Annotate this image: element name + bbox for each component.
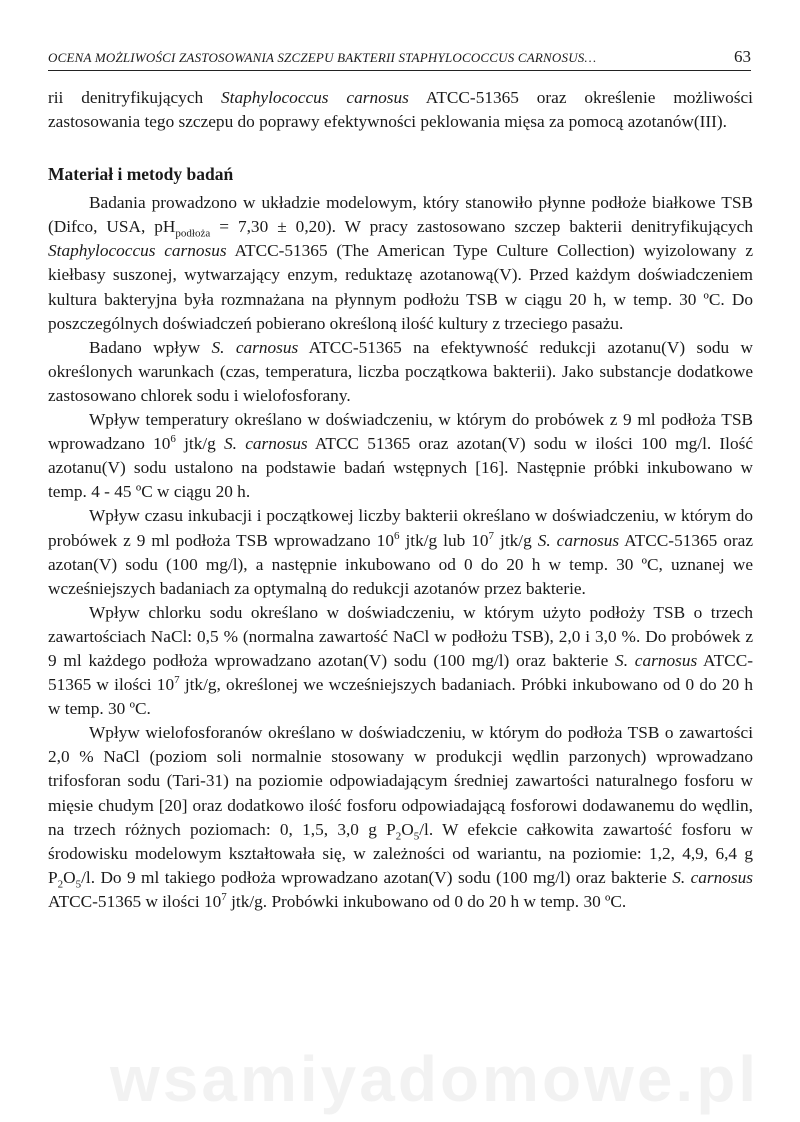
page-number: 63 bbox=[734, 47, 751, 66]
article-body bbox=[48, 86, 753, 914]
paragraph-intro-continuation: rii denitryfikujących Staphylococcus carnosus ATCC-51365 oraz określenie możliwości zastosowania tego szczepu do poprawy efektywności peklowania mięsa za pomocą azotanów(III). bbox=[48, 88, 753, 132]
paragraph-incubation-time: Wpływ czasu inkubacji i początkowej liczby bakterii określano w doświadczeniu, w którym do probówek z 9 ml podłoża TSB wprowadzano $10^6$ jtk/g lub $10^7$ jtk/g S. carnosus ATCC-51365 oraz azotan(V) sodu (100 mg/l), a następnie inkubowano od 0 do 20 h w temp. 30 ºC, uznanej we wcześniejszych badaniach za optymalną do redukcji azotanów przez bakterie. bbox=[48, 506, 754, 598]
section-heading: Materiał i metody badań bbox=[48, 164, 234, 185]
paragraph-model-system: Badania prowadzono w układzie modelowym, który stanowiło płynne podłoże białkowe TSB (Difco, USA, $pH_{podłoża} = 7,30 \pm 0,20$). W pracy zastosowano szczep bakterii denitryfikujących Staphylococcus carnosus ATCC-51365 (The American Type Culture Collection) wyizolowany z kiełbasy suszonej, wytwarzający enzym, reduktazę azotanową(V). Przed każdym doświadczeniem kultura bakteryjna była rozmnażana na płynnym podłożu TSB w ciągu 20 h, w temp. 30 ºC. Do poszczególnych doświadczeń pobierano określoną ilość kultury z trzeciego pasażu. bbox=[48, 193, 753, 333]
paragraph-study-scope: Badano wpływ S. carnosus ATCC-51365 na efektywność redukcji azotanu(V) sodu w określonych warunkach (czas, temperatura, liczba początkowa bakterii). Jako substancje dodatkowe zastosowano chlorek sodu i wielofosforany. bbox=[48, 337, 753, 405]
paragraph-temperature: Wpływ temperatury określano w doświadczeniu, w którym do probówek z 9 ml podłoża TSB wprowadzano $10^6$ jtk/g S. carnosus ATCC 51365 oraz azotan(V) sodu w ilości 100 mg/l. Ilość azotanu(V) sodu ustalono na podstawie badań wstępnych [16]. Następnie próbki inkubowano w temp. 4 - 45 ºC w ciągu 20 h. bbox=[48, 410, 754, 502]
page-header bbox=[48, 44, 751, 71]
running-head: OCENA MOŻLIWOŚCI ZASTOSOWANIA SZCZEPU BAKTERII STAPHYLOCOCCUS CARNOSUS… bbox=[48, 50, 597, 65]
watermark: wsamiyadomowe.pl bbox=[110, 1043, 760, 1115]
paragraph-sodium-chloride: Wpływ chlorku sodu określano w doświadczeniu, w którym użyto podłoży TSB o trzech zawartościach NaCl: 0,5 % (normalna zawartość NaCl w podłożu TSB), 2,0 i 3,0 %. Do probówek z 9 ml każdego podłoża wprowadzano azotan(V) sodu (100 mg/l) oraz bakterie S. carnosus ATCC-51365 w ilości $10^7$ jtk/g, określonej we wcześniejszych badaniach. Próbki inkubowano od 0 do 20 h w temp. 30 ºC. bbox=[48, 602, 753, 719]
paragraph-polyphosphates: Wpływ wielofosforanów określano w doświadczeniu, w którym do podłoża TSB o zawartości 2,0 % NaCl (poziom soli normalnie stosowany w produkcji wędlin parzonych) wprowadzano trifosforan sodu (Tari-31) na poziomie odpowiadającym średniej zawartości naturalnego fosforu w mięsie chudym [20] oraz dodatkowo ilość fosforu odpowiadającą fosforowi dodawanemu do wędlin, na trzech różnych poziomach: 0, 1,5, 3,0 g $P_2O_5/l$. W efekcie całkowita zawartość fosforu w środowisku modelowym kształtowała się, w zależności od wariantu, na poziomie: 1,2, 4,9, 6,4 g $P_2O_5/l$. Do 9 ml takiego podłoża wprowadzano azotan(V) sodu (100 mg/l) oraz bakterie S. carnosus ATCC-51365 w ilości $10^7$ jtk/g. Probówki inkubowano od 0 do 20 h w temp. 30 ºC. bbox=[48, 723, 754, 911]
